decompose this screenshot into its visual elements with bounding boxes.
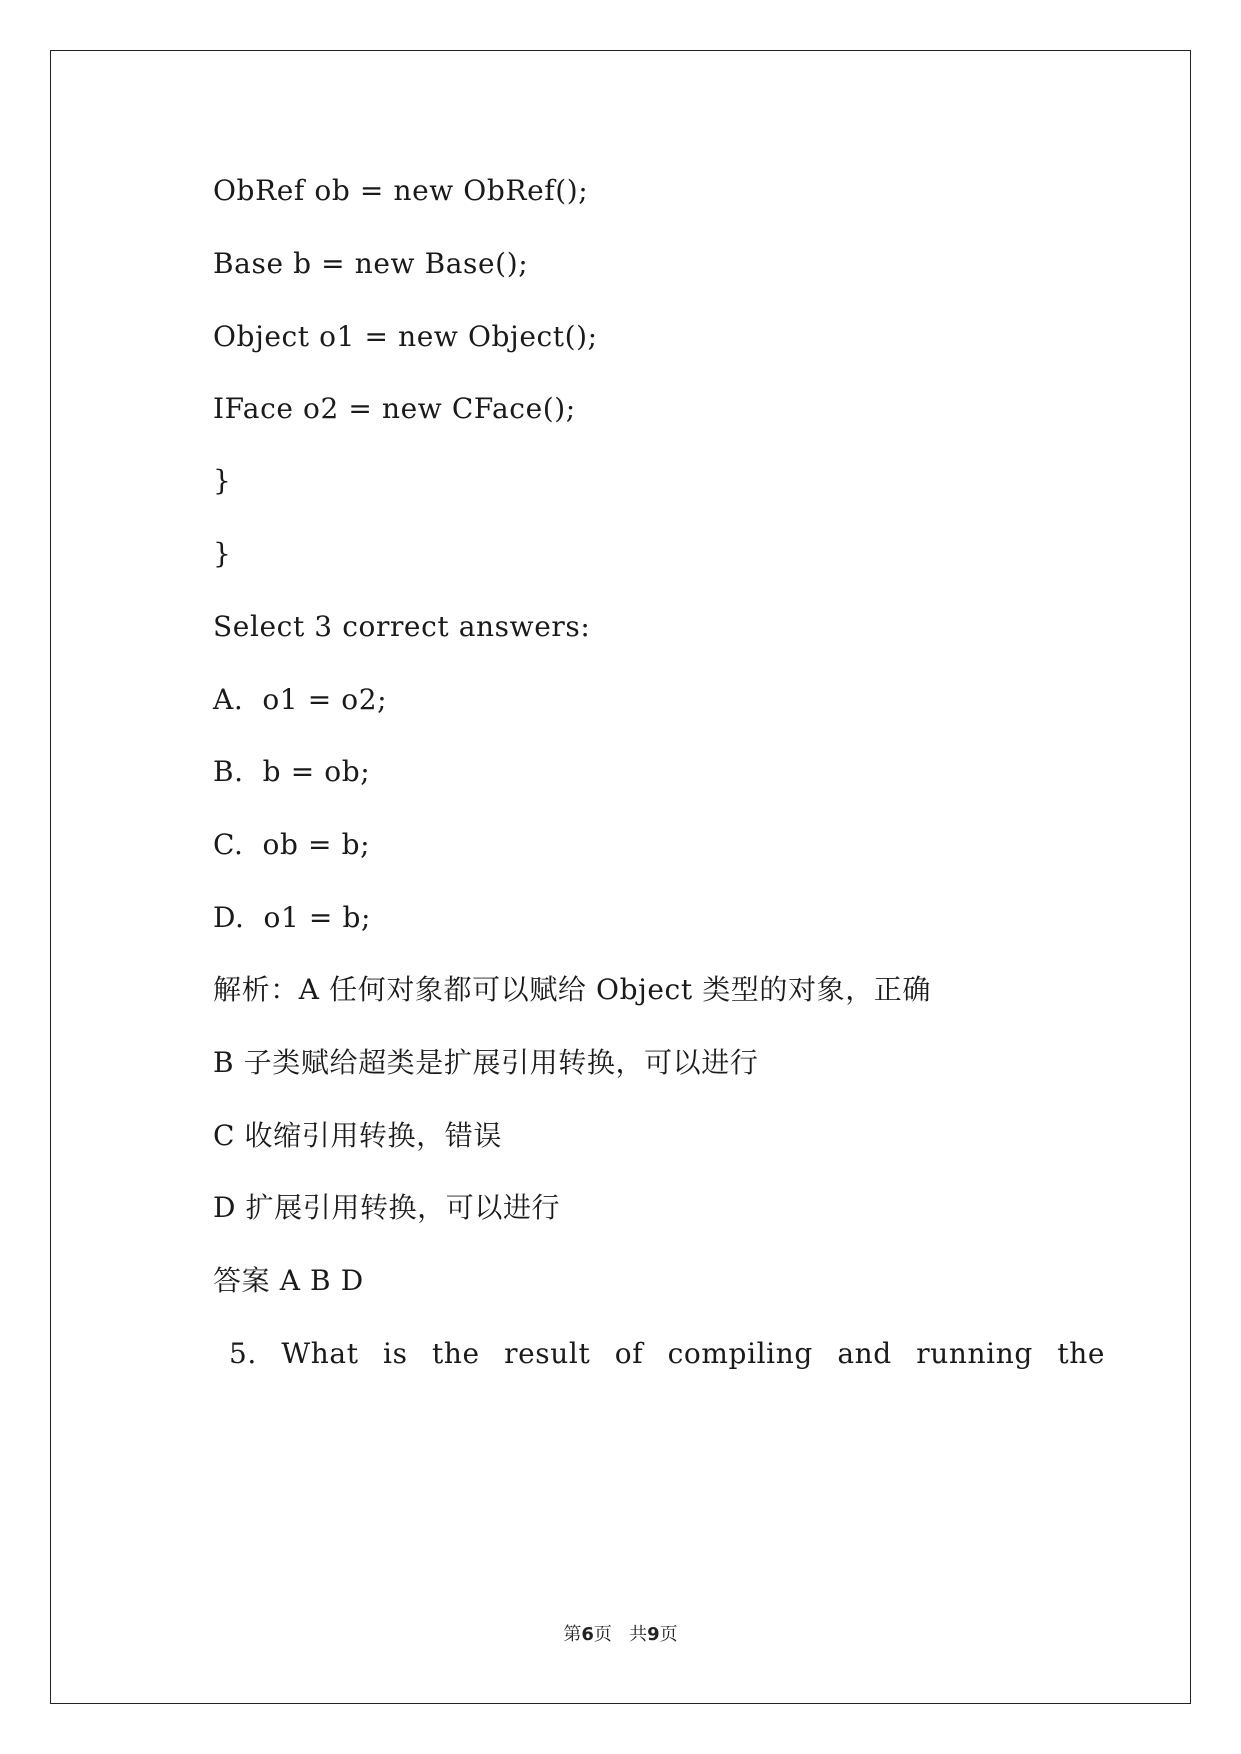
- code-line-object: Object o1 = new Object();: [213, 320, 598, 353]
- explanation-b: B 子类赋给超类是扩展引用转换，可以进行: [213, 1046, 759, 1079]
- code-line-obref: ObRef ob = new ObRef();: [213, 174, 589, 207]
- footer-prefix: 第: [563, 1624, 582, 1645]
- footer-suffix: 页: [659, 1624, 678, 1645]
- footer-total-pages: 9: [647, 1624, 660, 1645]
- option-b: B. b = ob;: [213, 755, 371, 788]
- footer-current-page: 6: [581, 1624, 594, 1645]
- code-line-close-brace: }: [213, 537, 232, 570]
- code-line-base: Base b = new Base();: [213, 247, 529, 280]
- explanation-c: C 收缩引用转换，错误: [213, 1119, 502, 1152]
- explanation-d: D 扩展引用转换，可以进行: [213, 1191, 561, 1224]
- option-d: D. o1 = b;: [213, 901, 372, 934]
- answer-line: 答案 A B D: [213, 1264, 364, 1297]
- question-5-text: 5. What is the result of compiling and running the: [229, 1337, 1105, 1370]
- footer-middle: 页 共: [593, 1624, 648, 1645]
- question-instruction: Select 3 correct answers:: [213, 610, 591, 643]
- code-line-iface: IFace o2 = new CFace();: [213, 392, 576, 425]
- option-c: C. ob = b;: [213, 828, 371, 861]
- page-border: [50, 50, 1191, 1704]
- option-a: A. o1 = o2;: [213, 683, 388, 716]
- explanation-a: 解析：A 任何对象都可以赋给 Object 类型的对象，正确: [213, 973, 931, 1006]
- code-line-close-brace: }: [213, 464, 232, 497]
- page-footer: [0, 1624, 1241, 1646]
